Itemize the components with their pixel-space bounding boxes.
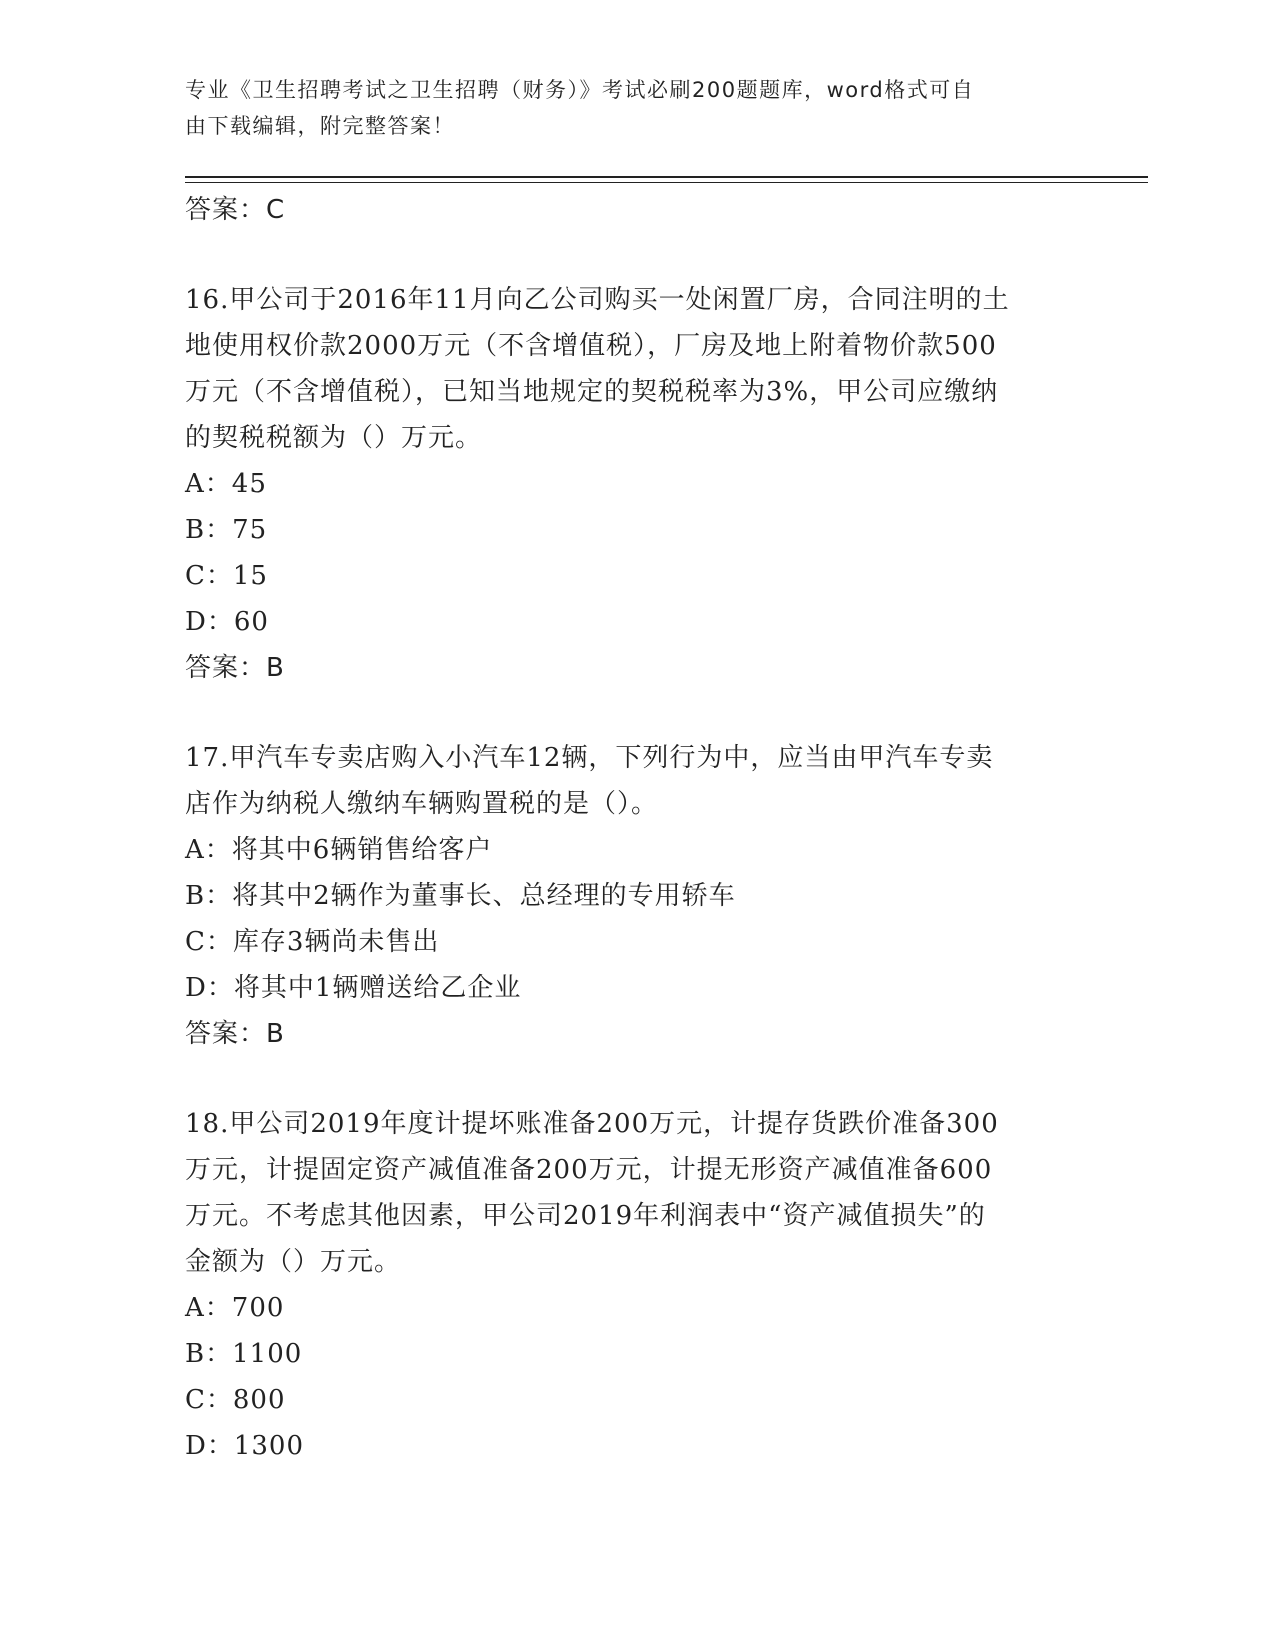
question-block <box>185 1101 1085 1469</box>
header-line: 由下载编辑，附完整答案！ <box>185 114 455 138</box>
stem-line: 金额为（）万元。 <box>185 1247 402 1277</box>
stem-line: 17.甲汽车专卖店购入小汽车12辆，下列行为中，应当由甲汽车专卖 <box>185 743 994 773</box>
question-stem <box>185 277 1085 461</box>
option-a: A：45 <box>185 469 267 499</box>
option-c: C：库存3辆尚未售出 <box>185 927 440 957</box>
stem-line: 地使用权价款2000万元（不含增值税），厂房及地上附着物价款500 <box>185 331 997 361</box>
option-d: D：60 <box>185 607 269 637</box>
stem-line: 16.甲公司于2016年11月向乙公司购买一处闲置厂房，合同注明的土 <box>185 285 1010 315</box>
answer-line: 答案：C <box>185 195 286 225</box>
header-divider-thick <box>185 176 1148 178</box>
stem-line: 的契税税额为（）万元。 <box>185 423 483 453</box>
option-c: C：15 <box>185 561 268 591</box>
header-line: 专业《卫生招聘考试之卫生招聘（财务）》考试必刷200题题库，word格式可自 <box>185 78 975 102</box>
stem-line: 店作为纳税人缴纳车辆购置税的是（）。 <box>185 789 659 819</box>
question-stem <box>185 735 1085 827</box>
question-stem <box>185 1101 1085 1285</box>
stem-line: 万元，计提固定资产减值准备200万元，计提无形资产减值准备600 <box>185 1155 993 1185</box>
question-block <box>185 277 1085 691</box>
answer-line: 答案：B <box>185 1019 285 1049</box>
stem-line: 18.甲公司2019年度计提坏账准备200万元，计提存货跌价准备300 <box>185 1109 999 1139</box>
option-b: B：75 <box>185 515 268 545</box>
document-body <box>185 187 1085 1469</box>
option-b: B：将其中2辆作为董事长、总经理的专用轿车 <box>185 881 736 911</box>
stem-line: 万元（不含增值税），已知当地规定的契税税率为3%，甲公司应缴纳 <box>185 377 999 407</box>
header-divider-thin <box>185 182 1148 183</box>
answer-line: 答案：B <box>185 653 285 683</box>
question-block <box>185 735 1085 1057</box>
document-header <box>185 72 1055 144</box>
option-b: B：1100 <box>185 1339 303 1369</box>
option-d: D：1300 <box>185 1431 305 1461</box>
option-c: C：800 <box>185 1385 286 1415</box>
stem-line: 万元。不考虑其他因素，甲公司2019年利润表中“资产减值损失”的 <box>185 1201 986 1231</box>
option-a: A：将其中6辆销售给客户 <box>185 835 493 865</box>
option-a: A：700 <box>185 1293 285 1323</box>
option-d: D：将其中1辆赠送给乙企业 <box>185 973 522 1003</box>
